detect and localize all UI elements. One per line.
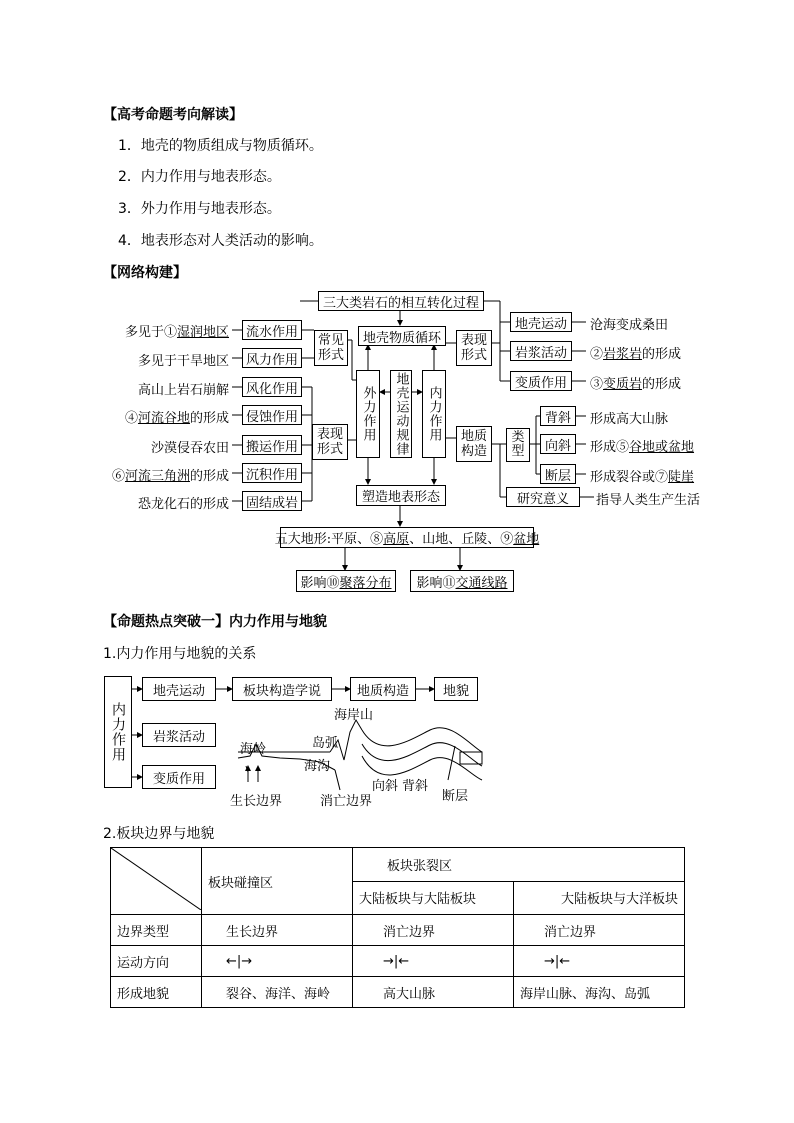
cell: →|← [514,946,685,977]
right-label-2: ②岩浆岩的形成 [590,347,682,362]
cell: 裂谷、海洋、海岭 [202,977,353,1008]
left-box-wind: 风力作用 [242,348,302,368]
right-show-form-box: 表现形式 [456,330,492,366]
left-label-2: 多见于干旱地区 [137,354,229,369]
point-3: 3．外力作用与地表形态。 [118,201,281,217]
crust-cycle-box: 地壳物质循环 [358,326,446,346]
left-label-7: 恐龙化石的形成 [137,497,229,512]
right-box-metamorphism: 变质作用 [510,371,572,391]
cell: →|← [353,946,514,977]
left-box-transport: 搬运作用 [242,435,302,455]
struct-label-1: 形成高大山脉 [590,412,669,427]
row-label: 运动方向 [111,946,202,977]
label-subduction-boundary: 消亡边界 [320,794,373,809]
cell: 消亡边界 [353,915,514,946]
left-label-6: ⑥河流三角洲的形成 [111,469,229,484]
diagram-crust-movement: 地壳运动 [142,677,216,701]
rock-transformation-box: 三大类岩石的相互转化过程 [318,291,484,311]
label-ridge: 海岭 [240,742,267,757]
label-fault: 断层 [442,789,469,804]
crust-law-box: 地壳运动规律 [390,370,412,458]
cell: 海岸山脉、海沟、岛弧 [514,977,685,1008]
left-label-3: 高山上岩石崩解 [137,383,229,398]
plate-boundary-table [110,847,685,1008]
right-label-3: ③变质岩的形成 [590,377,682,392]
diagram-geo-structure: 地质构造 [350,677,416,701]
diagram-endo-box: 内力作用 [104,676,132,788]
subheading-2: 2.板块边界与地貌 [103,826,215,842]
label-coast-mountain: 海岸山 [334,708,374,723]
heading-hotspot: 【命题热点突破一】内力作用与地貌 [103,614,327,630]
left-show-form-box: 表现形式 [312,424,348,460]
header-cont-ocean: 大陆板块与大洋板块 [514,881,685,915]
impact-settlement-box: 影响⑩ 聚落分布 [296,570,396,592]
struct-label-3: 形成裂谷或⑦陡崖 [590,470,695,485]
left-label-5: 沙漠侵吞农田 [150,441,229,456]
fault-box: 断层 [540,464,576,484]
struct-label-2: 形成⑤谷地或盆地 [590,440,695,455]
anticline-box: 背斜 [540,406,576,426]
left-label-4: ④河流谷地的形成 [124,411,229,426]
table-row [111,977,685,1008]
common-form-box: 常见形式 [314,330,348,366]
header-collide: 板块碰撞区 [202,848,353,915]
syncline-box: 向斜 [540,434,576,454]
header-cont-cont: 大陆板块与大陆板块 [353,881,514,915]
subheading-1: 1.内力作用与地貌的关系 [103,646,257,662]
table-corner-cell [111,848,202,915]
diagonal-line [111,848,201,910]
diagram-landform: 地貌 [434,677,478,701]
heading-exam-analysis: 【高考命题考向解读】 [103,107,243,123]
table-row [111,915,685,946]
point-4: 4．地表形态对人类活动的影响。 [118,233,323,249]
five-landforms-box: 五大地形:平原、⑧ 高原 、山地、丘陵、⑨ 盆地 [280,527,534,548]
left-box-deposition: 沉积作用 [242,463,302,483]
row-label: 形成地貌 [111,977,202,1008]
cell: ←|→ [202,946,353,977]
label-syncline: 向斜 [372,779,399,794]
right-box-magma: 岩浆活动 [510,341,572,361]
label-trench: 海沟 [304,759,331,774]
cell: 消亡边界 [514,915,685,946]
impact-traffic-box: 影响⑪ 交通线路 [410,570,514,592]
row-label: 边界类型 [111,915,202,946]
diagram-magma: 岩浆活动 [142,723,216,747]
header-rift: 板块张裂区 [353,848,685,882]
left-label-1: 多见于①湿润地区 [124,325,229,340]
label-growth-boundary: 生长边界 [230,794,283,809]
diagram-plate-tectonics: 板块构造学说 [232,677,332,701]
heading-network: 【网络构建】 [103,265,187,281]
diagram-meta: 变质作用 [142,765,216,789]
geo-structure-box: 地质构造 [456,426,492,462]
cell: 生长边界 [202,915,353,946]
label-anticline: 背斜 [402,779,429,794]
research-box: 研究意义 [506,487,580,507]
endogenic-box: 内力作用 [422,370,446,458]
left-box-lithification: 固结成岩 [242,491,302,511]
right-label-1: 沧海变成桑田 [590,318,669,333]
point-1: 1．地壳的物质组成与物质循环。 [118,138,323,154]
cell: 高大山脉 [353,977,514,1008]
exogenic-box: 外力作用 [356,370,380,458]
table-row [111,946,685,977]
right-box-crust-movement: 地壳运动 [510,312,572,332]
left-box-water: 流水作用 [242,320,302,340]
label-island-arc: 岛弧 [312,736,339,751]
research-label: 指导人类生产生活 [596,493,701,508]
type-box: 类型 [506,428,530,462]
shape-landform-box: 塑造地表形态 [356,485,446,506]
left-box-weathering: 风化作用 [242,377,302,397]
left-box-erosion: 侵蚀作用 [242,405,302,425]
point-2: 2．内力作用与地表形态。 [118,169,281,185]
